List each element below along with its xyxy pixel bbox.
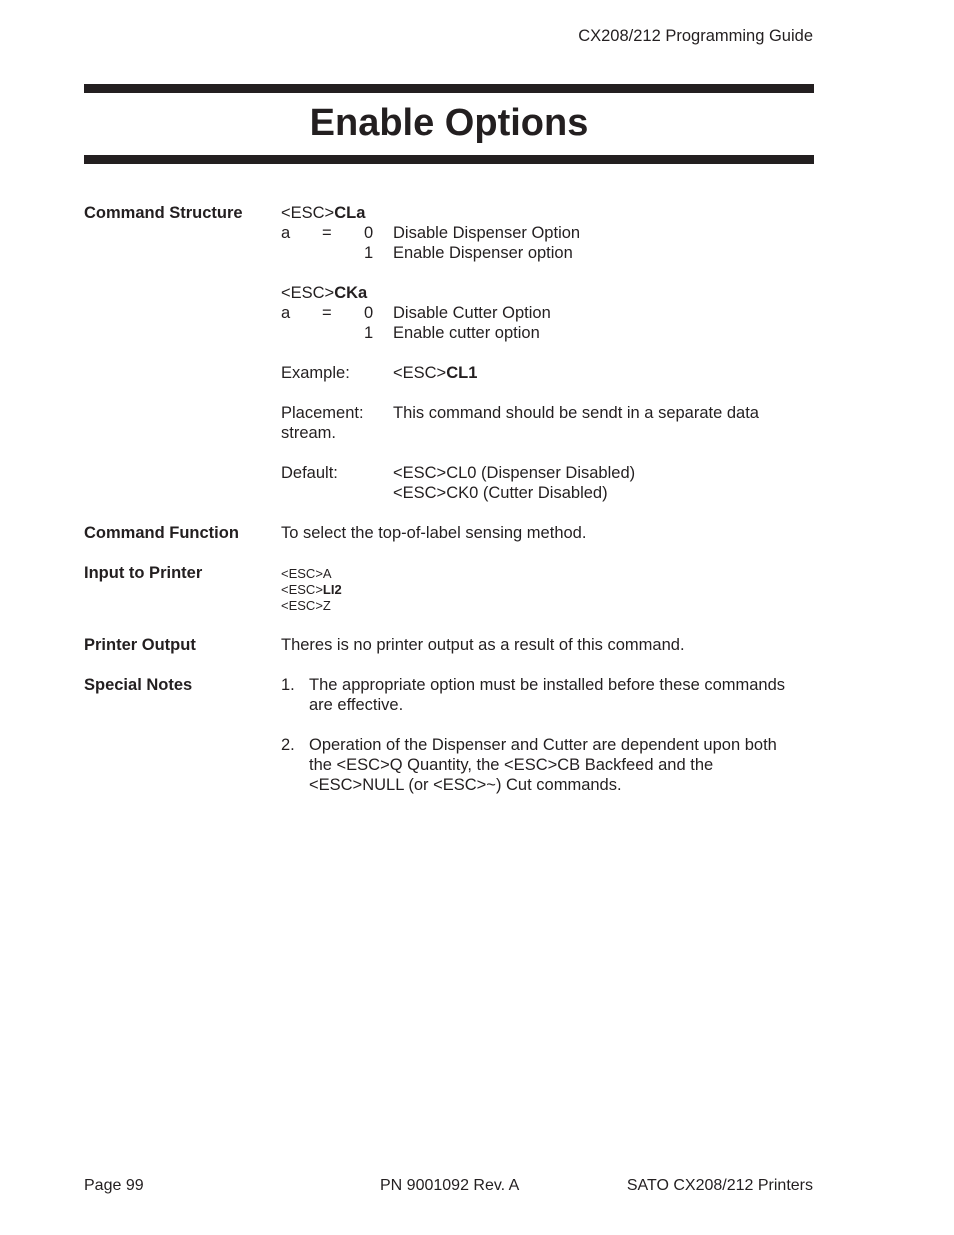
title-rule-top: [84, 84, 814, 93]
command-function-label: Command Function: [84, 524, 239, 542]
special-notes-label: Special Notes: [84, 676, 193, 694]
default-line2: <ESC>CK0 (Cutter Disabled): [393, 484, 608, 502]
page-header-title: CX208/212 Programming Guide: [578, 27, 813, 45]
page-title: Enable Options: [309, 102, 589, 144]
footer-part-number: PN 9001092 Rev. A: [380, 1177, 520, 1194]
ck-option-0: Disable Cutter Option: [393, 304, 551, 322]
note1-line2: are effective.: [309, 696, 404, 714]
footer-product: SATO CX208/212 Printers: [626, 1177, 813, 1194]
cl-equals: =: [322, 224, 332, 242]
cl-option-1: Enable Dispenser option: [393, 244, 573, 262]
title-rule-bottom: [84, 155, 814, 164]
note1-number: 1.: [281, 676, 295, 694]
command-function-text: To select the top-of-label sensing method.: [281, 524, 587, 542]
placement-text-line2: stream.: [281, 424, 337, 442]
example-value: [393, 363, 477, 383]
printer-output-text: Theres is no printer output as a result of this command.: [281, 636, 685, 654]
input-line2-command: LI2: [322, 582, 342, 597]
note2-line3: <ESC>NULL (or <ESC>~) Cut commands.: [309, 776, 622, 794]
cl-command-prefix: <ESC>: [281, 204, 335, 222]
input-line2-prefix: <ESC>: [281, 582, 323, 597]
ck-option-1: Enable cutter option: [393, 324, 540, 342]
cl-value-0: 0: [364, 224, 374, 242]
cl-param-a: a: [281, 224, 291, 242]
note2-line2: the <ESC>Q Quantity, the <ESC>CB Backfeed and the: [309, 756, 714, 774]
command-structure-label: Command Structure: [84, 204, 243, 222]
input-line1: <ESC>A: [281, 566, 332, 581]
note1-line1: The appropriate option must be installed before these commands: [309, 676, 786, 694]
ck-value-1: 1: [364, 324, 374, 342]
ck-command: [281, 283, 367, 303]
printer-output-label: Printer Output: [84, 636, 196, 654]
input-line2: [281, 582, 342, 598]
cl-value-1: 1: [364, 244, 374, 262]
default-label: Default:: [281, 464, 338, 482]
cl-option-0: Disable Dispenser Option: [393, 224, 581, 242]
cl-command: [281, 203, 365, 223]
input-line3: <ESC>Z: [281, 598, 331, 613]
example-command: CL1: [446, 364, 478, 382]
ck-command-name: CKa: [334, 284, 368, 302]
placement-label: Placement:: [281, 404, 364, 422]
note2-number: 2.: [281, 736, 295, 754]
example-label: Example:: [281, 364, 350, 382]
ck-value-0: 0: [364, 304, 374, 322]
footer-page-number: Page 99: [84, 1177, 144, 1194]
placement-text-line1: This command should be sendt in a separate data: [393, 404, 759, 422]
ck-command-prefix: <ESC>: [281, 284, 335, 302]
note2-line1: Operation of the Dispenser and Cutter are dependent upon both: [309, 736, 777, 754]
input-to-printer-label: Input to Printer: [84, 564, 203, 582]
ck-param-a: a: [281, 304, 291, 322]
default-line1: <ESC>CL0 (Dispenser Disabled): [393, 464, 636, 482]
ck-equals: =: [322, 304, 332, 322]
cl-command-name: CLa: [334, 204, 366, 222]
example-prefix: <ESC>: [393, 364, 447, 382]
